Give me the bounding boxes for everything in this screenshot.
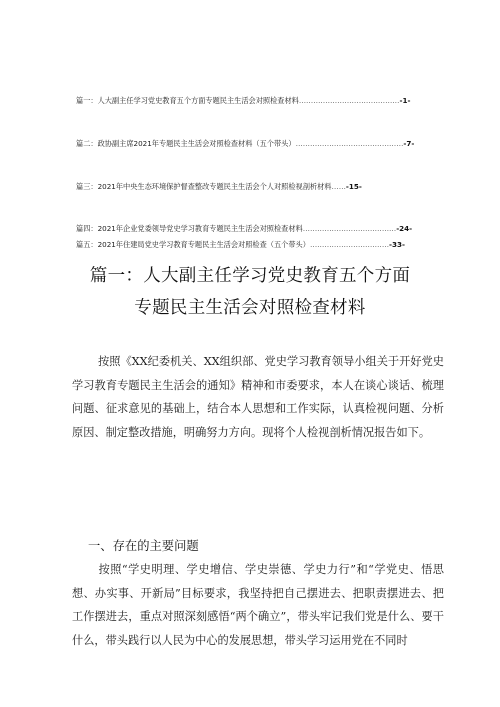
section-paragraph: [72, 558, 444, 652]
toc-entry[interactable]: [76, 224, 436, 234]
document-title-line-2: 专题民主生活会对照检查材料: [134, 298, 366, 318]
toc-leader-dots: ………………………………………: [295, 139, 404, 148]
toc-page-number: -15-: [345, 182, 362, 191]
toc-text: 政协副主席2021年专题民主生活会对照检查材料（五个带头）: [97, 139, 296, 148]
toc-entry[interactable]: [76, 96, 436, 106]
toc-prefix: 篇二：: [76, 139, 98, 148]
document-title-line-1: 篇一：人大副主任学习党史教育五个方面: [89, 266, 411, 286]
toc-prefix: 篇四：: [76, 224, 98, 233]
intro-text: 按照《XX纪委机关、XX组织部、党史学习教育领导小组关于开好党史学习教育专题民主生活会的通知》精神和市委要求，本人在谈心谈话、梳理问题、征求意见的基础上，结合本人思想和工作实际，认真检视问题、分析原因、制定整改措施，明确努力方向。现将个人检视剖析情况报告如下。: [72, 355, 444, 439]
toc-leader-dots: ……………………………: [309, 240, 389, 249]
section-heading: 一、存在的主要问题: [88, 539, 199, 553]
toc-text: 人大副主任学习党史教育五个方面专题民主生活会对照检查材料: [97, 96, 299, 105]
toc-entry[interactable]: [76, 139, 436, 149]
toc-prefix: 篇五：: [76, 240, 98, 249]
toc-leader-dots: …………………………………: [302, 224, 397, 233]
toc-page-number: -1-: [399, 96, 411, 105]
toc-text: 2021年企业党委领导党史学习教育专题民主生活会对照检查材料: [97, 224, 303, 233]
toc-page-number: -7-: [403, 139, 415, 148]
toc-leader-dots: ……: [331, 182, 346, 191]
toc-prefix: 篇三：: [76, 182, 98, 191]
intro-paragraph: [72, 350, 444, 444]
toc-entry[interactable]: [76, 240, 436, 250]
section-text: 按照“学史明理、学史增信、学史崇德、学史力行”和“学党史、悟思想、办实事、开新局”目标要求，我坚持把自己摆进去、把职责摆进去、把工作摆进去，重点对照深刻感悟“两个确立”，带头牢记我们党是什么、要干什么，带头践行以人民为中心的发展思想，带头学习运用党在不同时: [72, 563, 444, 647]
toc-text: 2021年住建局党史学习教育专题民主生活会对照检查（五个带头）: [97, 240, 310, 249]
toc-prefix: 篇一：: [76, 96, 98, 105]
toc-page-number: -24-: [396, 224, 413, 233]
toc-entry[interactable]: [76, 182, 436, 192]
toc-page-number: -33-: [389, 240, 405, 249]
toc-text: 2021年中央生态环境保护督查整改专题民主生活会个人对照检视剖析材料: [97, 182, 332, 191]
toc-leader-dots: ……………………………………: [298, 96, 400, 105]
